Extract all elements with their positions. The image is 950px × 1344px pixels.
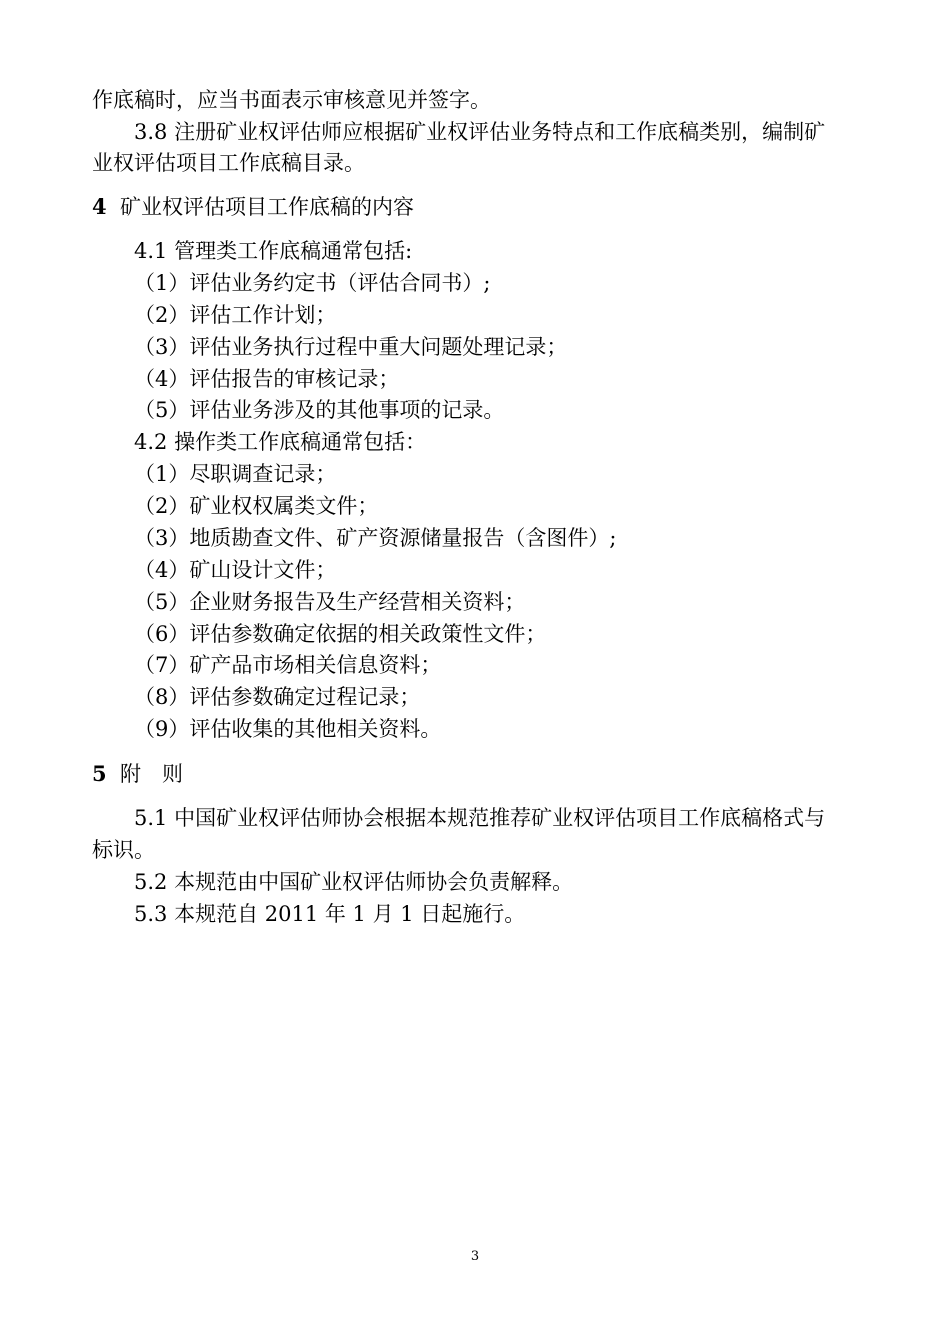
list-item: （2）评估工作计划；	[134, 303, 337, 327]
list-item: （7）矿产品市场相关信息资料；	[134, 653, 442, 677]
list-item: （5）企业财务报告及生产经营相关资料；	[134, 590, 526, 614]
clause-3-8-line-1: 3.8 注册矿业权评估师应根据矿业权评估业务特点和工作底稿类别，编制矿	[134, 120, 826, 144]
list-item: （8）评估参数确定过程记录；	[134, 685, 421, 709]
clause-3-8-line-2: 业权评估项目工作底稿目录。	[92, 151, 365, 175]
list-item: （3）地质勘查文件、矿产资源储量报告（含图件）;	[134, 526, 617, 550]
list-item: （9）评估收集的其他相关资料。	[134, 717, 442, 741]
list-item: （4）评估报告的审核记录；	[134, 367, 400, 391]
page-number: 3	[470, 1249, 480, 1264]
list-item: （5）评估业务涉及的其他事项的记录。	[134, 398, 505, 422]
continued-paragraph-line: 作底稿时，应当书面表示审核意见并签字。	[92, 88, 491, 112]
clause-4-1: 4.1 管理类工作底稿通常包括:	[134, 239, 413, 263]
section-5-title: 附 则	[119, 762, 183, 786]
list-item: （1）尽职调查记录；	[134, 462, 337, 486]
section-4-heading	[92, 193, 414, 221]
list-item: （4）矿山设计文件；	[134, 558, 337, 582]
clause-5-1-line-1: 5.1 中国矿业权评估师协会根据本规范推荐矿业权评估项目工作底稿格式与	[134, 806, 826, 830]
clause-4-2: 4.2 操作类工作底稿通常包括：	[134, 430, 427, 454]
clause-5-3: 5.3 本规范自 2011 年 1 月 1 日起施行。	[134, 902, 526, 926]
list-item: （2）矿业权权属类文件；	[134, 494, 379, 518]
section-4-number: 4	[92, 194, 107, 219]
section-5-heading	[92, 760, 183, 788]
list-item: （1）评估业务约定书（评估合同书）;	[134, 271, 491, 295]
clause-5-1-line-2: 标识。	[92, 838, 155, 862]
clause-5-2: 5.2 本规范由中国矿业权评估师协会负责解释。	[134, 870, 574, 894]
list-item: （6）评估参数确定依据的相关政策性文件；	[134, 622, 547, 646]
section-5-number: 5	[92, 761, 107, 786]
list-item: （3）评估业务执行过程中重大问题处理记录；	[134, 335, 568, 359]
section-4-title: 矿业权评估项目工作底稿的内容	[119, 195, 414, 219]
